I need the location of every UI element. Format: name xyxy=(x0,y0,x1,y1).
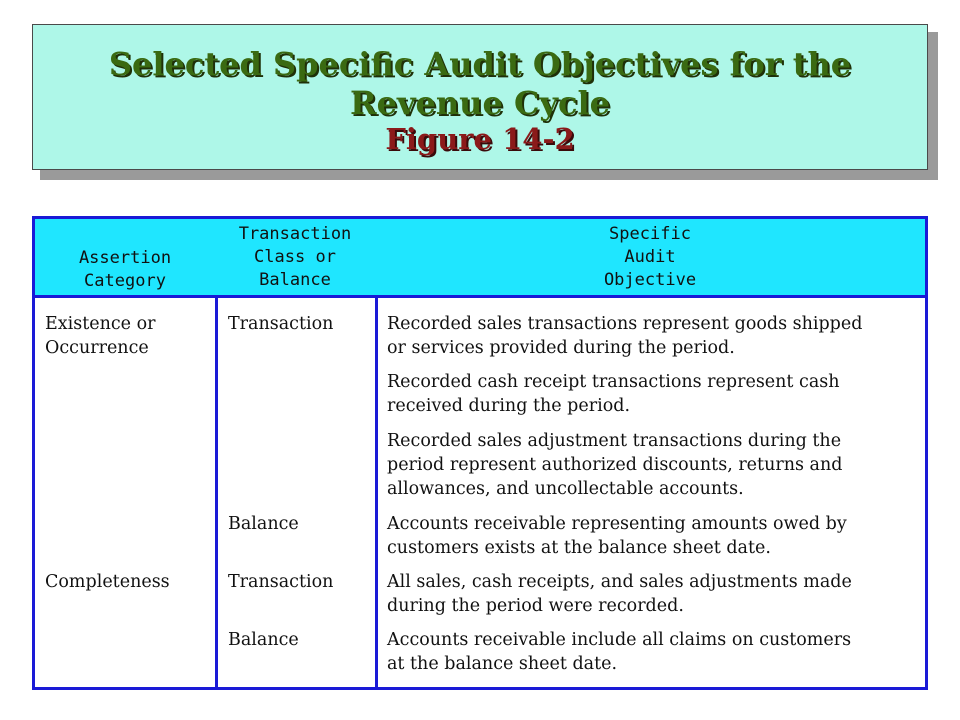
cell-text: Recorded cash receipt transactions represent cash xyxy=(387,372,840,392)
header-transaction-class xyxy=(215,219,375,295)
audit-objectives-table xyxy=(32,216,928,690)
column-divider xyxy=(375,298,378,690)
objective-item xyxy=(387,512,847,560)
header-text: Specific xyxy=(609,224,691,244)
cell-text: allowances, and uncollectable accounts. xyxy=(387,479,744,499)
header-assertion-category xyxy=(35,219,215,295)
cell-text: period represent authorized discounts, returns and xyxy=(387,455,843,475)
page-title-line-2: Revenue Cycle xyxy=(350,84,610,122)
class-transaction: Transaction xyxy=(228,314,334,334)
objective-item xyxy=(387,570,852,618)
cell-text: All sales, cash receipts, and sales adjustments made xyxy=(387,572,852,592)
cell-text: at the balance sheet date. xyxy=(387,654,618,674)
header-text: Objective xyxy=(603,270,697,290)
cell-text: Recorded sales transactions represent goods shipped xyxy=(387,314,863,334)
header-text: Category xyxy=(84,271,166,291)
objective-item xyxy=(387,370,840,418)
cell-text: or services provided during the period. xyxy=(387,338,735,358)
cell-text: Recorded sales adjustment transactions during the xyxy=(387,431,842,451)
page-title-line-1: Selected Specific Audit Objectives for the xyxy=(108,45,852,83)
cell-text: customers exists at the balance sheet date. xyxy=(387,538,771,558)
cell-text: Accounts receivable representing amounts owed by xyxy=(387,514,847,534)
header-text: Audit xyxy=(624,247,676,267)
cell-text: Accounts receivable include all claims on customers xyxy=(387,630,852,650)
table-header-row xyxy=(35,219,925,298)
class-balance: Balance xyxy=(228,514,299,534)
objective-item xyxy=(387,312,862,360)
class-transaction: Transaction xyxy=(228,572,334,592)
cell-text: received during the period. xyxy=(387,396,631,416)
header-text: Transaction xyxy=(238,224,352,244)
header-text: Balance xyxy=(259,270,331,290)
title-box xyxy=(32,24,928,170)
header-text: Class or xyxy=(254,247,336,267)
objective-item xyxy=(387,429,842,501)
column-divider xyxy=(215,298,218,690)
header-specific-objective xyxy=(375,219,925,295)
objective-item xyxy=(387,628,851,676)
class-balance: Balance xyxy=(228,630,299,650)
cell-text: Completeness xyxy=(45,572,170,592)
cell-text: Occurrence xyxy=(45,338,149,358)
cell-text: Existence or xyxy=(45,314,156,334)
assertion-existence xyxy=(45,312,156,360)
header-text: Assertion xyxy=(78,248,172,268)
assertion-completeness xyxy=(45,570,170,594)
figure-label: Figure 14-2 xyxy=(385,122,575,156)
cell-text: during the period were recorded. xyxy=(387,596,684,616)
